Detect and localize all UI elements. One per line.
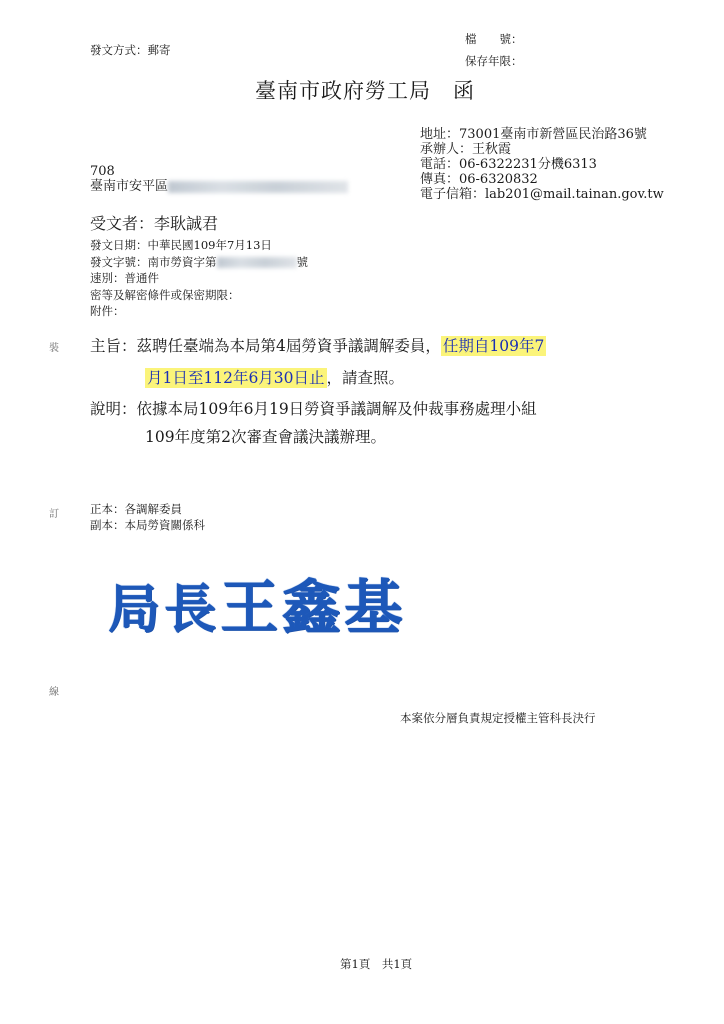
send-method: 發文方式：郵寄 <box>90 43 171 57</box>
redacted-doc-number <box>217 257 297 268</box>
sender-info <box>420 127 664 202</box>
subject-highlight-term: 任期自109年7 <box>442 337 545 355</box>
subject-label: 主旨： <box>90 337 137 355</box>
explanation-line-2: 109年度第2次審查會議決議辦理。 <box>145 428 386 446</box>
subject-text: 茲聘任臺端為本局第4屆勞資爭議調解委員， <box>136 337 441 355</box>
recipient-name: 受文者：李耿誠君 <box>90 214 219 233</box>
sender-address: 地址：73001臺南市新營區民治路36號 <box>420 127 647 142</box>
binding-mark: 裝 <box>49 343 59 354</box>
attachment: 附件： <box>90 304 125 318</box>
redacted-address <box>168 181 348 193</box>
sender-contact: 承辦人：王秋霞 <box>420 142 512 157</box>
retention-label: 保存年限： <box>465 54 523 68</box>
distribution-original: 正本：各調解委員 <box>90 502 182 516</box>
sender-fax: 傳真：06-6320832 <box>420 172 538 187</box>
page-number: 第1頁 共1頁 <box>340 957 413 971</box>
sender-email: 電子信箱：lab201@mail.tainan.gov.tw <box>420 187 664 202</box>
subject-line-2 <box>145 369 404 387</box>
recipient-postal-code: 708 <box>90 164 115 179</box>
subject-highlight-term-end: 月1日至112年6月30日止 <box>147 369 325 387</box>
issue-date: 發文日期：中華民國109年7月13日 <box>90 238 272 252</box>
binding-mark: 訂 <box>49 509 59 520</box>
secrecy-level: 密等及解密條件或保密期限： <box>90 287 240 302</box>
signature-name: 王鑫基 <box>220 573 407 641</box>
explanation-text: 依據本局109年6月19日勞資爭議調解及仲裁事務處理小組 <box>136 400 537 418</box>
speed-class: 速別：普通件 <box>90 271 159 285</box>
signature-title: 局長 <box>108 579 221 640</box>
explanation-label: 說明： <box>90 400 137 418</box>
file-number-label: 檔 號： <box>465 32 523 46</box>
authorization-note: 本案依分層負責規定授權主管科長決行 <box>400 711 596 725</box>
director-signature <box>108 560 406 644</box>
subject-text-end: ，請查照。 <box>326 369 405 387</box>
document-number: 發文字號：南市勞資字第 號 <box>90 254 308 269</box>
distribution-copy: 副本：本局勞資關係科 <box>90 518 205 532</box>
binding-mark: 線 <box>49 687 59 698</box>
subject-line-1 <box>90 337 546 355</box>
document-title: 臺南市政府勞工局 函 <box>255 79 475 103</box>
document-meta <box>90 237 308 320</box>
sender-phone: 電話：06-6322231分機6313 <box>420 157 597 172</box>
recipient-address <box>90 179 348 194</box>
recipient-district: 臺南市安平區 <box>90 179 169 194</box>
explanation-line-1 <box>90 400 537 418</box>
